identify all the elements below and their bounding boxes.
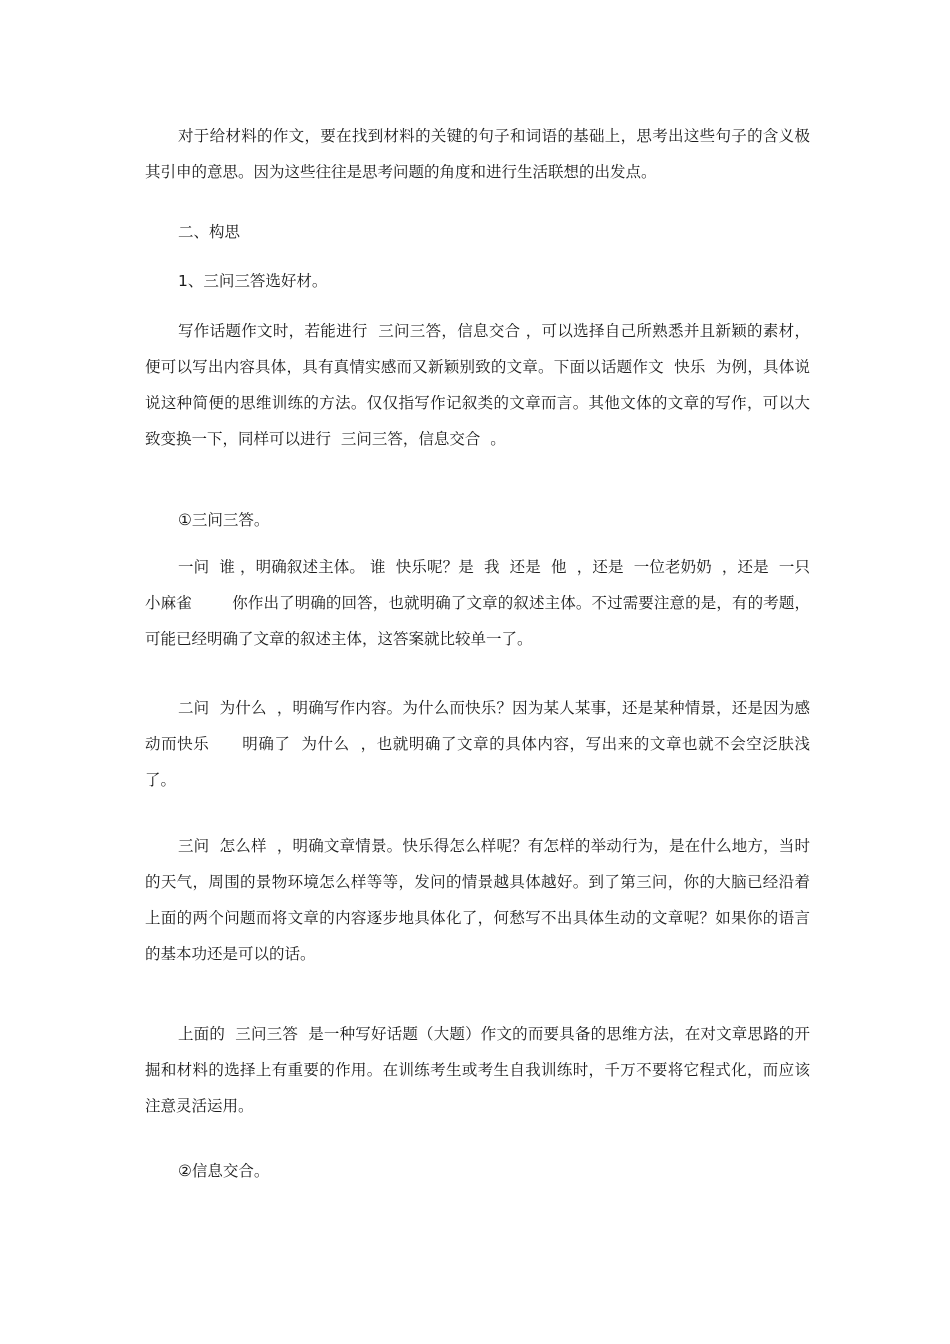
subheading-three-questions: 1、三问三答选好材。 [178,272,328,290]
paragraph-question-two: 二问 为什么 ，明确写作内容。为什么而快乐？因为某人某事，还是某种情景，还是因为感动而快乐 明确了 为什么 ，也就明确了文章的具体内容，写出来的文章也就不会空泛肤浅了。 [145,699,810,789]
paragraph-question-one: 一问 谁 ，明确叙述主体。 谁 快乐呢？是 我 还是 他 ，还是 一位老奶奶 ，还是 一只小麻雀 你作出了明确的回答，也就明确了文章的叙述主体。不过需要注意的是，有的考题，可能已经明确了文章的叙述主体，这答案就比较单一了。 [145,558,810,648]
paragraph-summary: 上面的 三问三答 是一种写好话题（大题）作文的而要具备的思维方法，在对文章思路的开掘和材料的选择上有重要的作用。在训练考生或考生自我训练时，千万不要将它程式化，而应该注意灵活运用。 [145,1025,810,1115]
item-heading-three-questions: ①三问三答。 [178,511,270,529]
section-heading-conception: 二、构思 [178,223,241,241]
paragraph-topic-writing: 写作话题作文时，若能进行 三问三答，信息交合 ，可以选择自己所熟悉并且新颖的素材，便可以写出内容具体，具有真情实感而又新颖别致的文章。下面以话题作文 快乐 为例，具体说说这种简便的思维训练的方法。仅仅指写作记叙类的文章而言。其他文体的文章的写作，可以大致变换一下，同样可以进行 三问三答，信息交合 。 [145,322,810,448]
item-heading-information-combination: ②信息交合。 [178,1162,270,1180]
paragraph-material-analysis: 对于给材料的作文，要在找到材料的关键的句子和词语的基础上，思考出这些句子的含义极其引申的意思。因为这些往往是思考问题的角度和进行生活联想的出发点。 [145,127,810,181]
paragraph-question-three: 三问 怎么样 ，明确文章情景。快乐得怎么样呢？有怎样的举动行为，是在什么地方，当时的天气，周围的景物环境怎么样等等，发问的情景越具体越好。到了第三问，你的大脑已经沿着上面的两个问题而将文章的内容逐步地具体化了，何愁写不出具体生动的文章呢？如果你的语言的基本功还是可以的话。 [145,837,810,963]
